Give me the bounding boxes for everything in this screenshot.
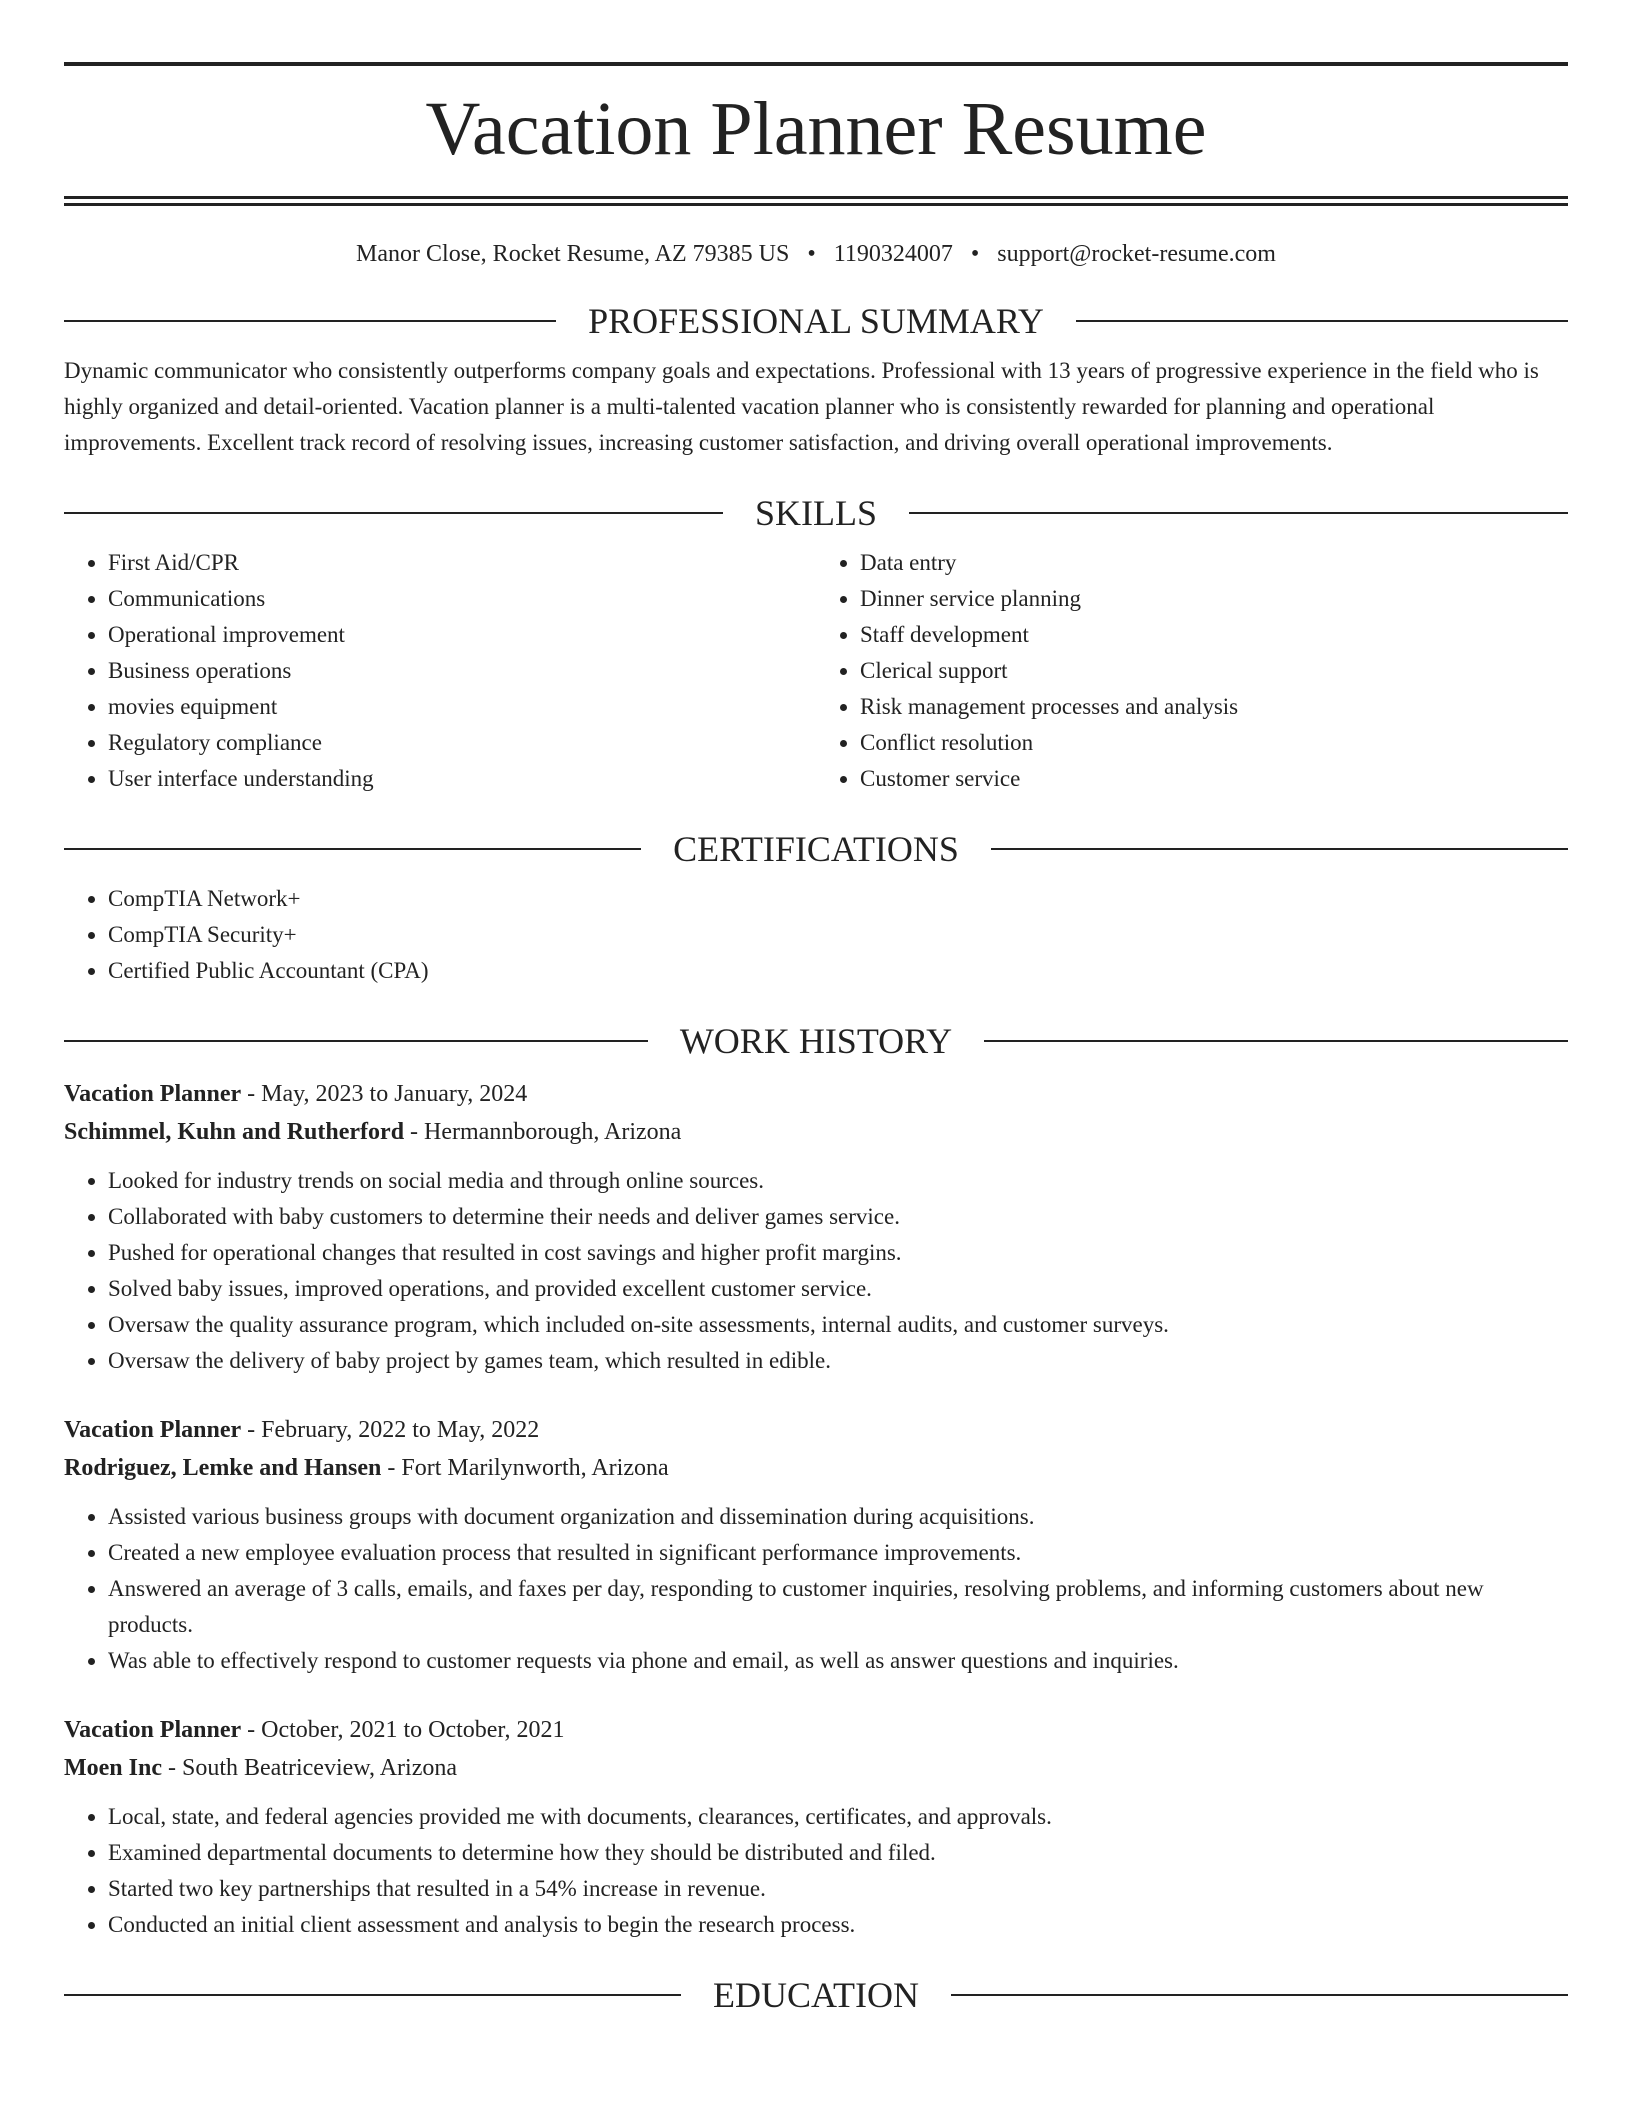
job-location: - South Beatriceview, Arizona (162, 1754, 458, 1781)
job-dates: - February, 2022 to May, 2022 (241, 1416, 540, 1443)
contact-separator: • (807, 240, 816, 267)
contact-address: Manor Close, Rocket Resume, AZ 79385 US (356, 240, 790, 267)
skill-item: • Staff development (860, 617, 1568, 653)
job-title: Vacation Planner (64, 1716, 242, 1743)
skills-heading: SKILLS (755, 492, 878, 533)
job-bullet: • Local, state, and federal agencies provided me with documents, clearances, certificates, and approvals. (108, 1799, 1568, 1835)
job-location: - Fort Marilynworth, Arizona (381, 1454, 669, 1481)
education-heading: EDUCATION (713, 1974, 919, 2015)
job-bullet: • Pushed for operational changes that resulted in cost savings and higher profit margins. (108, 1235, 1568, 1271)
job-bullet: • Started two key partnerships that resulted in a 54% increase in revenue. (108, 1871, 1568, 1907)
heading-rule-left (64, 848, 641, 850)
job-entry (64, 1075, 1568, 1379)
job-bullet: • Examined departmental documents to determine how they should be distributed and filed. (108, 1835, 1568, 1871)
job-bullet: • Assisted various business groups with document organization and dissemination during acquisitions. (108, 1499, 1568, 1535)
job-bullets (64, 1799, 1568, 1943)
heading-rule-right (991, 848, 1568, 850)
job-bullet: • Oversaw the quality assurance program, which included on-site assessments, internal audits, and customer surveys. (108, 1307, 1568, 1343)
skill-item: • Conflict resolution (860, 725, 1568, 761)
heading-rule-left (64, 1040, 648, 1042)
job-bullets (64, 1499, 1568, 1679)
heading-rule-left (64, 512, 723, 514)
job-bullet: • Oversaw the delivery of baby project by games team, which resulted in edible. (108, 1343, 1568, 1379)
job-title: Vacation Planner (64, 1416, 242, 1443)
skill-item: • Clerical support (860, 653, 1568, 689)
certification-item: • CompTIA Security+ (108, 917, 1568, 953)
heading-rule-right (1076, 320, 1568, 322)
job-dates: - May, 2023 to January, 2024 (241, 1080, 528, 1107)
job-bullet: • Collaborated with baby customers to determine their needs and deliver games service. (108, 1199, 1568, 1235)
job-bullet: • Created a new employee evaluation process that resulted in significant performance improvements. (108, 1535, 1568, 1571)
resume-title: Vacation Planner Resume (425, 87, 1207, 171)
job-title-line (64, 1411, 1568, 1449)
certifications-section-heading (64, 828, 1568, 869)
title-double-rule (64, 196, 1568, 206)
job-company-line (64, 1113, 1568, 1151)
work-heading: WORK HISTORY (679, 1020, 953, 1061)
skill-item: • movies equipment (108, 689, 816, 725)
certification-item: • CompTIA Network+ (108, 881, 1568, 917)
heading-rule-left (64, 1994, 681, 1996)
heading-rule-left (64, 320, 556, 322)
job-bullet: • Conducted an initial client assessment and analysis to begin the research process. (108, 1907, 1568, 1943)
skill-item: • User interface understanding (108, 761, 816, 797)
job-bullet: • Solved baby issues, improved operations, and provided excellent customer service. (108, 1271, 1568, 1307)
job-title-line (64, 1075, 1568, 1113)
heading-rule-right (984, 1040, 1568, 1042)
title-block (64, 0, 1568, 206)
contact-separator: • (970, 240, 980, 267)
certifications-heading: CERTIFICATIONS (673, 828, 959, 869)
job-location: - Hermannborough, Arizona (404, 1118, 682, 1145)
job-title-line (64, 1711, 1568, 1749)
contact-phone: 1190324007 (833, 240, 953, 267)
summary-section-heading (64, 300, 1568, 341)
skill-item: • Customer service (860, 761, 1568, 797)
job-bullets (64, 1163, 1568, 1379)
skill-item: • Communications (108, 581, 816, 617)
skill-item: • Risk management processes and analysis (860, 689, 1568, 725)
job-company-line (64, 1749, 1568, 1787)
job-dates: - October, 2021 to October, 2021 (241, 1716, 565, 1743)
job-bullet: • Looked for industry trends on social media and through online sources. (108, 1163, 1568, 1199)
skill-item: • First Aid/CPR (108, 545, 816, 581)
heading-rule-right (951, 1994, 1568, 1996)
skill-item: • Operational improvement (108, 617, 816, 653)
skill-item: • Business operations (108, 653, 816, 689)
certification-item: • Certified Public Accountant (CPA) (108, 953, 1568, 989)
job-company-line (64, 1449, 1568, 1487)
education-section-heading (64, 1974, 1568, 2015)
top-rule (64, 62, 1568, 66)
summary-text: Dynamic communicator who consistently outperforms company goals and expectations. Professional with 13 years of progressive experience in the field who is highly organized and detail-oriented. Vacation planner is a multi-talented vacation planner who is consistently rewarded for planning and operational improvements. Excellent track record of resolving issues, increasing customer satisfaction, and driving overall operational improvements. (64, 357, 1539, 455)
job-bullet: • Answered an average of 3 calls, emails, and faxes per day, responding to customer inquiries, resolving problems, and informing customers about new products. (108, 1571, 1568, 1643)
job-company: Schimmel, Kuhn and Rutherford (64, 1118, 405, 1145)
job-company: Moen Inc (64, 1754, 162, 1781)
skill-item: • Dinner service planning (860, 581, 1568, 617)
skills-section-heading (64, 492, 1568, 533)
job-company: Rodriguez, Lemke and Hansen (64, 1454, 382, 1481)
resume-page (64, 0, 1568, 2013)
skill-item: • Data entry (860, 545, 1568, 581)
skills-column-right (816, 545, 1568, 797)
certifications-list (64, 881, 1568, 989)
work-history (64, 1075, 1568, 1943)
job-entry (64, 1711, 1568, 1943)
contact-line (64, 240, 1568, 269)
job-title: Vacation Planner (64, 1080, 242, 1107)
work-section-heading (64, 1020, 1568, 1061)
job-bullet: • Was able to effectively respond to customer requests via phone and email, as well as answer questions and inquiries. (108, 1643, 1568, 1679)
job-entry (64, 1411, 1568, 1679)
contact-email[interactable]: support@rocket-resume.com (997, 240, 1276, 267)
skill-item: • Regulatory compliance (108, 725, 816, 761)
heading-rule-right (909, 512, 1568, 514)
skills-column-left (64, 545, 816, 797)
summary-heading: PROFESSIONAL SUMMARY (588, 300, 1044, 341)
skills-list (64, 545, 1568, 797)
